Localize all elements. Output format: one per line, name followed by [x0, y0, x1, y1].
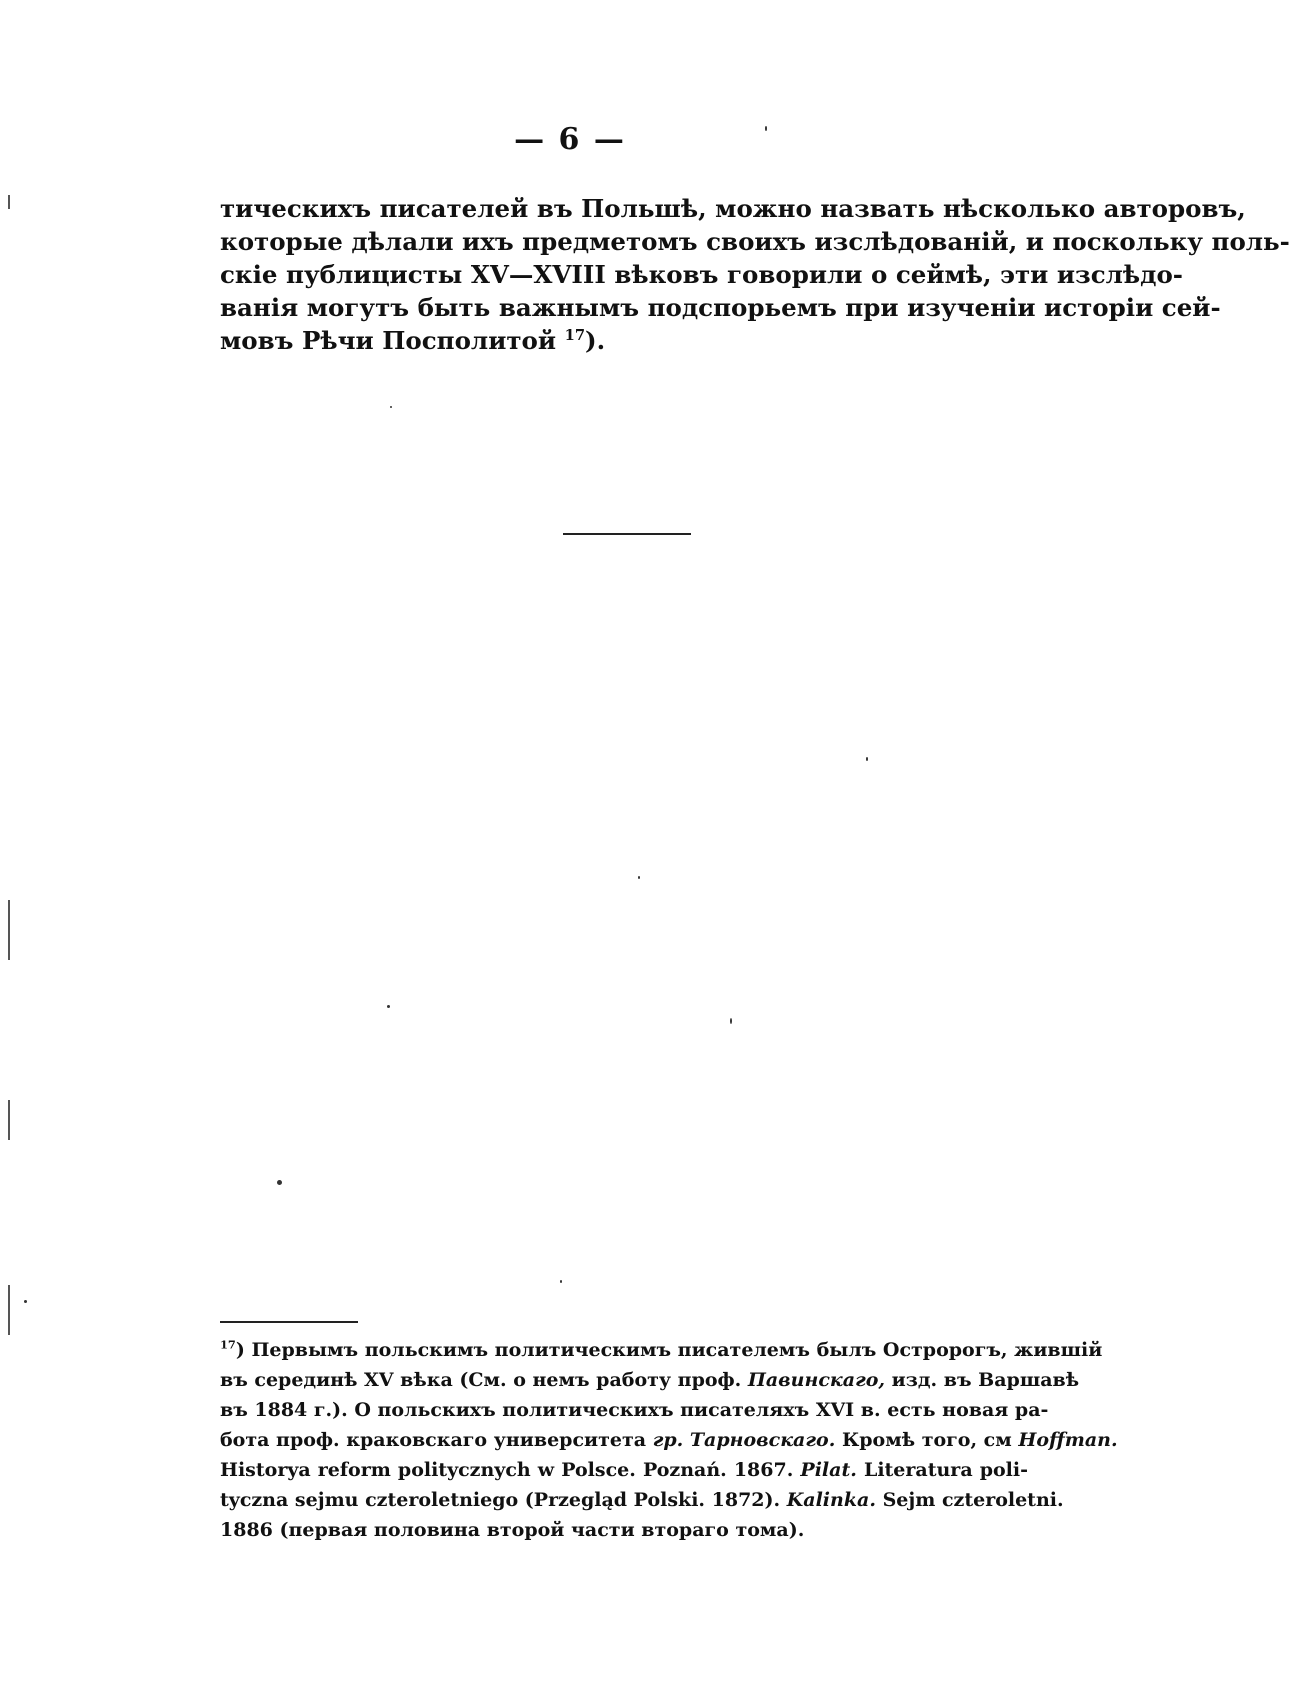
- footnote-line: [220, 1425, 1118, 1455]
- footnote: [220, 1335, 1118, 1545]
- scan-edge-mark: [8, 1100, 10, 1140]
- main-paragraph: [220, 192, 1290, 357]
- footnote-text: бота проф. краковскаго университета: [220, 1429, 647, 1451]
- footnote-text: Historya reform politycznych w Polsce. Poznań. 1867.: [220, 1459, 794, 1481]
- footnote-italic: Павинскаго,: [747, 1369, 886, 1391]
- footnote-italic: Pilat.: [800, 1459, 857, 1481]
- footnote-line: [220, 1485, 1064, 1515]
- footnote-line: 1886 (первая половина второй части втораго тома).: [220, 1519, 805, 1541]
- scan-edge-mark: [8, 195, 10, 209]
- footnote-text: Кромѣ того, см: [841, 1429, 1012, 1451]
- paragraph-line: которые дѣлали ихъ предметомъ своихъ изслѣдованій, и поскольку поль-: [220, 227, 1290, 256]
- scan-speck: [730, 1018, 732, 1024]
- paragraph-closing: ).: [585, 326, 606, 355]
- scan-speck: [560, 1280, 562, 1283]
- paragraph-line: скіе публицисты XV—XVIII вѣковъ говорили о сеймѣ, эти изслѣдо-: [220, 260, 1183, 289]
- section-divider: [563, 533, 691, 535]
- footnote-text: въ серединѣ XV вѣка (См. о немъ работу проф.: [220, 1369, 742, 1391]
- footnote-line: [220, 1335, 1103, 1365]
- scan-speck: [765, 126, 767, 131]
- scan-speck: [638, 876, 640, 879]
- footnote-text: Sejm czteroletni.: [882, 1489, 1064, 1511]
- scan-speck: [24, 1300, 27, 1303]
- scan-speck: [390, 406, 392, 408]
- footnote-italic: Kalinka.: [786, 1489, 876, 1511]
- scan-edge-mark: [8, 900, 10, 960]
- paragraph-line: ванія могутъ быть важнымъ подспорьемъ при изученіи исторіи сей-: [220, 293, 1221, 322]
- scan-speck: [866, 757, 868, 761]
- scan-speck: [387, 1005, 390, 1008]
- footnote-line: въ 1884 г.). О польскихъ политическихъ писателяхъ XVI в. есть новая ра-: [220, 1399, 1049, 1421]
- paragraph-line-text: мовъ Рѣчи Посполитой: [220, 326, 557, 355]
- page-number: — 6 —: [514, 122, 626, 157]
- paragraph-line: тическихъ писателей въ Польшѣ, можно назвать нѣсколько авторовъ,: [220, 194, 1246, 223]
- footnote-text: ) Первымъ польскимъ политическимъ писателемъ былъ Остророгъ, жившій: [235, 1339, 1103, 1361]
- footnote-divider: [220, 1321, 358, 1323]
- footnote-marker: 17: [220, 1337, 236, 1352]
- footnote-line: [220, 1455, 1028, 1485]
- footnote-italic: гр. Тарновскаго.: [652, 1429, 836, 1451]
- footnote-text: tyczna sejmu czteroletniego (Przegląd Polski. 1872).: [220, 1489, 781, 1511]
- footnote-text: изд. въ Варшавѣ: [891, 1369, 1080, 1391]
- footnote-italic: Hoffman.: [1018, 1429, 1118, 1451]
- scan-edge-mark: [8, 1285, 10, 1335]
- paragraph-last-line: [220, 324, 1028, 357]
- footnote-text: Literatura poli-: [863, 1459, 1028, 1481]
- scan-speck: [277, 1180, 282, 1185]
- footnote-reference: 17: [564, 326, 586, 344]
- footnote-line: [220, 1365, 1080, 1395]
